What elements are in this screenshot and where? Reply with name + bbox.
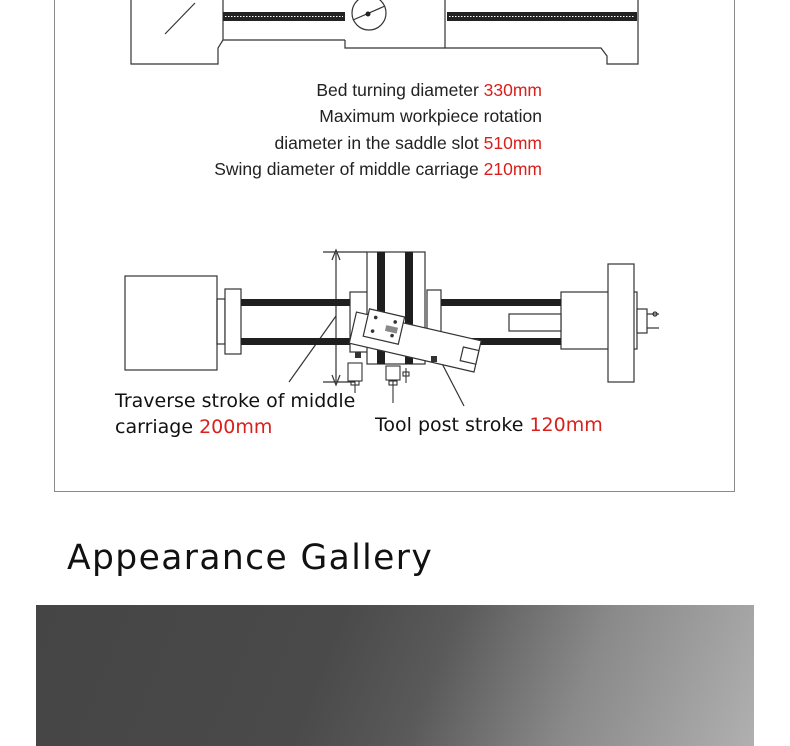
spec-line-saddle-slot: diameter in the saddle slot 510mm: [274, 132, 542, 153]
spec-line-max-rotation: Maximum workpiece rotation: [319, 106, 542, 127]
gallery-title: Appearance Gallery: [67, 538, 434, 578]
spec-line-middle-carriage: Swing diameter of middle carriage 210mm: [214, 158, 542, 179]
toolpost-stroke-caption: Tool post stroke 120mm: [375, 414, 603, 436]
gallery-image: [36, 605, 754, 746]
spec-panel: [54, 0, 735, 492]
traverse-stroke-caption: Traverse stroke of middle carriage 200mm: [115, 390, 356, 438]
spec-line-bed-turning: Bed turning diameter 330mm: [316, 80, 542, 100]
